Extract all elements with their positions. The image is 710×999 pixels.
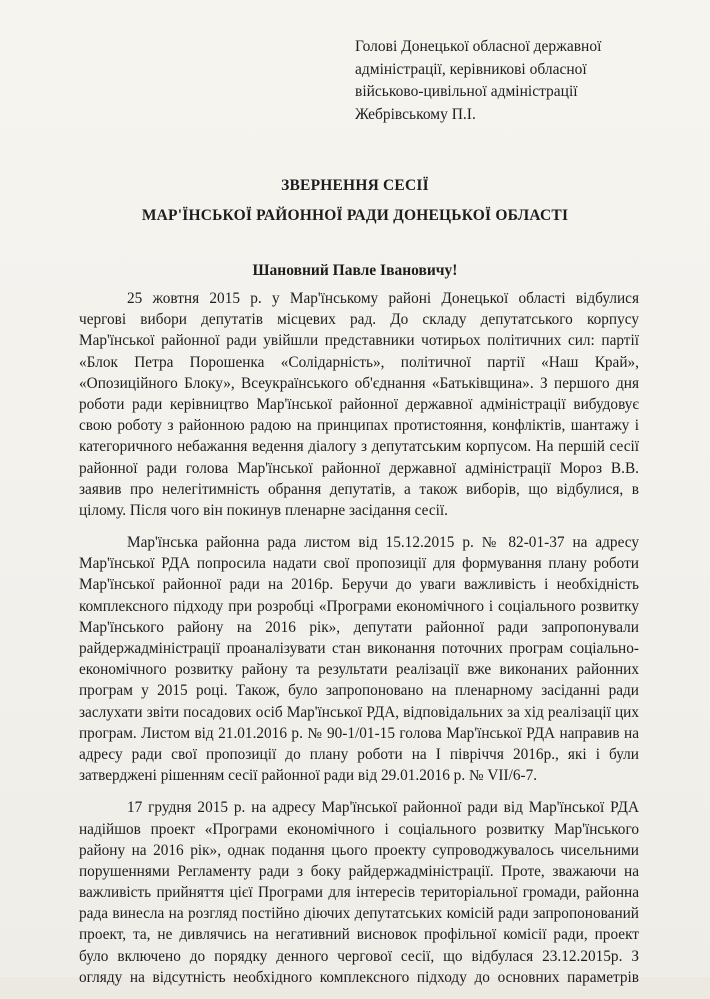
paragraph-line: роботи ради керівництво Мар'їнської районної державної адміністрації вибудовує [79, 395, 639, 413]
paragraph-line: категоричного небажання ведення діалогу з депутатським корпусом. На першій сесії [79, 438, 639, 456]
document-title-line-1: ЗВЕРНЕННЯ СЕСІЇ [281, 177, 429, 194]
paragraph-3 [79, 797, 639, 988]
addressee-line: адміністрації, керівникові обласної [355, 60, 587, 78]
paragraph-line: надійшов проект «Програми економічного і соціального розвитку Мар'їнського [79, 820, 639, 838]
paragraph-line: районної ради голова Мар'їнської районної державної адміністрації Мороз В.В. [79, 459, 639, 477]
paragraph-line: свою роботу з районною радою на принципах протистояння, конфліктів, шантажу і [79, 417, 639, 435]
paragraph-line: Мар'їнської РДА попросила надати свої пропозиції для формування плану роботи [79, 555, 639, 573]
document-body [79, 288, 639, 999]
paragraph-line: району на 2016 рік», однак подання цього проекту супроводжувалось чисельними [79, 841, 639, 859]
paragraph-line: рада винесла на розгляд постійно діючих депутатських комісій ради запропонований [79, 905, 639, 923]
paragraph-line: чергові вибори депутатів місцевих рад. До складу депутатського корпусу [79, 311, 639, 329]
addressee-line: Жебрівському П.І. [355, 105, 476, 123]
paragraph-line: огляду на відсутність необхідного комплексного підходу до основних параметрів [79, 968, 639, 986]
paragraph-line: програм у 2015 році. Також, було запропоновано на пленарному засіданні ради [79, 682, 639, 700]
paragraph-line: «Опозиційного Блоку», Всеукраїнського об'єднання «Батьківщина». З першого дня [79, 374, 639, 392]
paragraph-line: порушеннями Регламенту ради з боку райдержадміністрації. Проте, зважаючи на [79, 862, 639, 880]
paragraph-2 [79, 532, 639, 786]
paragraph-line: Мар'їнської районної ради увійшли представники чотирьох політичних сил: партії [79, 332, 639, 350]
addressee-block [355, 36, 685, 126]
paragraph-line: 25 жовтня 2015 р. у Мар'їнському районі Донецької області відбулися [127, 290, 639, 307]
paragraph-line: цілому. Після чого він покинув пленарне засідання сесії. [79, 501, 448, 519]
paragraph-line: «Блок Петра Порошенка «Солідарність», політичної партії «Наш Край», [79, 353, 639, 371]
paragraph-line: Мар'їнська районна рада листом від 15.12.2015 р. № 82-01-37 на адресу [127, 534, 639, 552]
paragraph-line: програм. Листом від 21.01.2016 р. № 90-1/01-15 голова Мар'їнської РДА направив на [79, 724, 639, 742]
paragraph-line: заслухати звіти посадових осіб Мар'їнської РДА, відповідальних за хід реалізації цих [79, 703, 639, 721]
addressee-line: Голові Донецької обласної державної [355, 38, 602, 55]
paragraph-line: райдержадміністрації проаналізувати стан виконання поточних програм соціально- [79, 640, 639, 657]
paragraph-line: економічного розвитку району та результати реалізації вже виконаних районних [79, 661, 639, 679]
paragraph-line: комплексного підходу при розробці «Програми економічного і соціального розвитку [79, 597, 639, 615]
paragraph-line: затверджені рішенням сесії районної ради від 29.01.2016 р. № VII/6-7. [79, 767, 538, 785]
paragraph-line: 17 грудня 2015 р. на адресу Мар'їнської районної ради від Мар'їнської РДА [127, 799, 639, 817]
paragraph-line: Мар'їнського району на 2016 рік», депутати районної ради запропонували [79, 618, 639, 636]
document-title-line-2: МАР'ЇНСЬКОЇ РАЙОННОЇ РАДИ ДОНЕЦЬКОЇ ОБЛАСТІ [141, 207, 569, 224]
paragraph-line: адресу ради свої пропозиції до плану роботи на І півріччя 2016р., які і були [79, 745, 639, 763]
paragraph-line: важливість прийняття цієї Програми для інтересів територіальної громади, районна [79, 884, 639, 902]
paragraph-line: проект, та, не дивлячись на негативний висновок профільної комісії ради, проект [79, 926, 639, 944]
addressee-line: військово-цивільної адміністрації [355, 83, 578, 100]
paragraph-line: було включено до порядку денного чергової сесії, що відбулася 23.12.2015р. З [79, 947, 639, 965]
paragraph-line: заявив про нелегітимність обрання депутатів, а також виборів, що відбулися, в [79, 480, 639, 498]
paragraph-line: Мар'їнської районної ради на 2016р. Беручи до уваги важливість і необхідність [79, 576, 639, 594]
paragraph-1 [79, 288, 639, 521]
salutation: Шановний Павле Івановичу! [252, 262, 458, 279]
